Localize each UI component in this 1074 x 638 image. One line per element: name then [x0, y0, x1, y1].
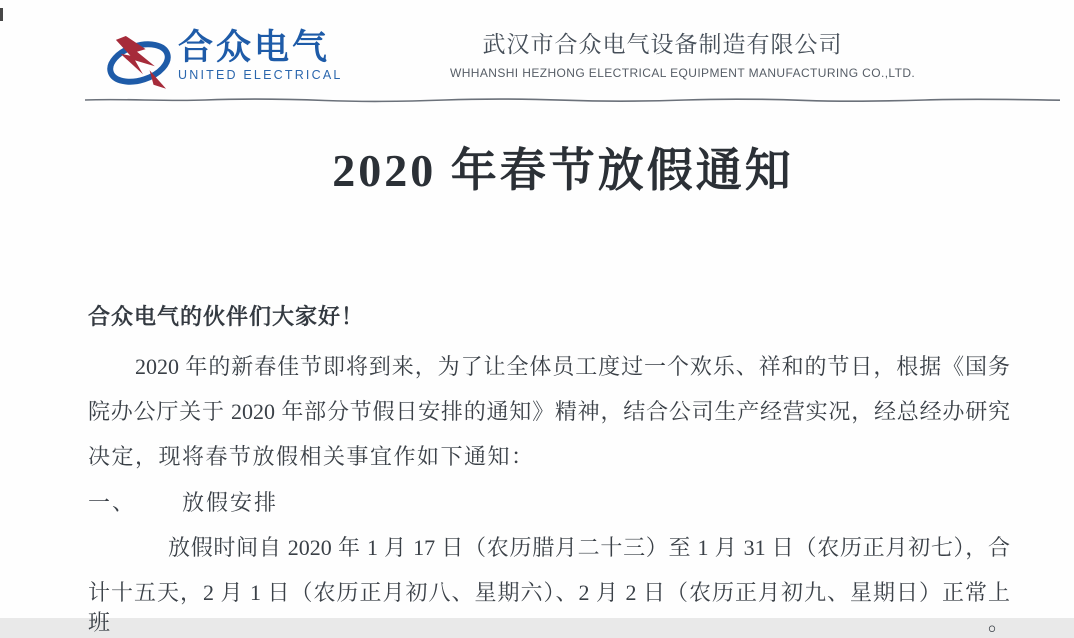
company-logo: [106, 30, 343, 93]
paragraph-line: 决定，现将春节放假相关事宜作如下通知：: [88, 444, 535, 469]
logo-wordmark: [178, 30, 343, 82]
logo-name-cn: 合众电气: [178, 28, 331, 67]
swirl-lightning-icon: [106, 33, 172, 93]
header-rule: [85, 95, 1060, 105]
paragraph-line: 2020 年的新春佳节即将到来，为了让全体员工度过一个欢乐、祥和的节日，根据《国务: [135, 354, 1010, 379]
company-name-en: WHHANSHI HEZHONG ELECTRICAL EQUIPMENT MANUFACTURING CO.,LTD.: [450, 66, 916, 80]
paragraph-line: 计十五天，2 月 1 日（农历正月初八、星期六）、2 月 2 日（农历正月初九、星期日）正常上班。: [88, 580, 1010, 635]
company-name-cn: 武汉市合众电气设备制造有限公司: [482, 31, 843, 57]
page-title: 2020 年春节放假通知: [332, 145, 794, 196]
section-title: 放假安排: [182, 490, 279, 515]
section-heading: [88, 488, 1010, 518]
logo-name-en: UNITED ELECTRICAL: [178, 68, 343, 82]
greeting-line: 合众电气的伙伴们大家好！: [88, 304, 365, 329]
paragraph-line: 院办公厅关于 2020 年部分节假日安排的通知》精神，结合公司生产经营实况，经总经办研究: [88, 399, 1010, 424]
letterhead: [0, 0, 1074, 98]
section-number: 一、: [88, 490, 137, 515]
company-name-block: [450, 26, 916, 80]
paragraph-line: 放假时间自 2020 年 1 月 17 日（农历腊月二十三）至 1 月 31 日（农历正月初七），合: [168, 535, 1010, 560]
